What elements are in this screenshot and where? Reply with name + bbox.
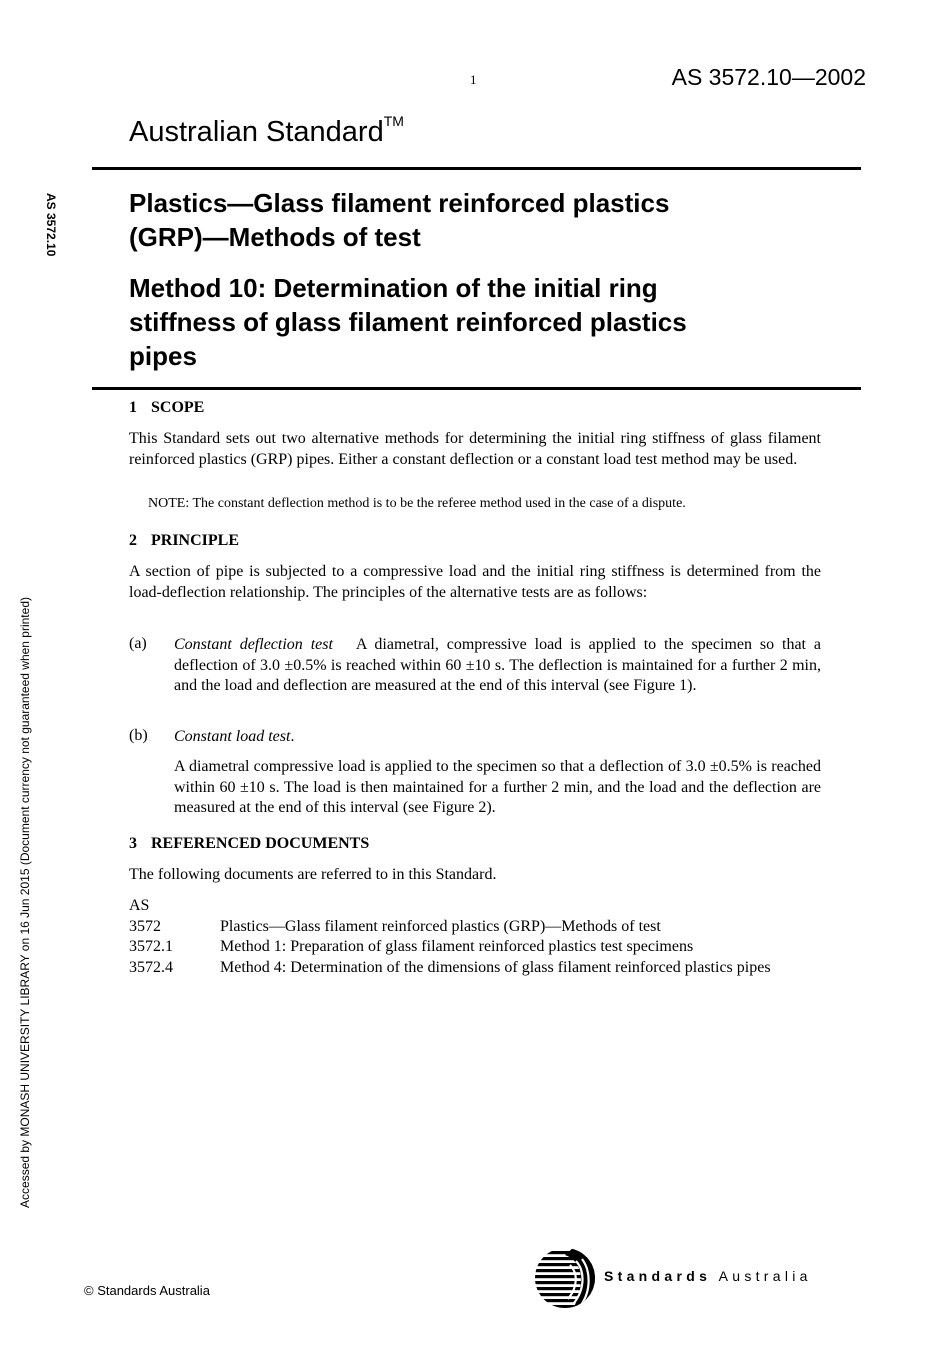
header-divider — [92, 167, 861, 170]
reference-id: 3572.1 — [129, 938, 173, 955]
method-title — [129, 271, 829, 373]
references-heading — [129, 835, 369, 853]
principle-title: PRINCIPLE — [151, 532, 240, 549]
brand-name-regular: Australia — [718, 1268, 812, 1284]
method-title-line-2: stiffness of glass filament reinforced plastics — [129, 307, 687, 337]
references-number: 3 — [129, 835, 137, 852]
scope-body: This Standard sets out two alternative methods for determining the initial ring stiffness of glass filament reinforced plastics (GRP) pipes. Either a constant deflection or a constant load test method may be used. — [129, 430, 821, 468]
reference-group: AS — [129, 897, 150, 914]
reference-list — [129, 896, 771, 978]
title-line-1: Plastics—Glass filament reinforced plastics — [129, 188, 670, 218]
method-title-line-3: pipes — [129, 341, 197, 371]
reference-title: Plastics—Glass filament reinforced plastics (GRP)—Methods of test — [220, 917, 661, 935]
item-b-label: (b) — [129, 727, 148, 744]
copyright: © Standards Australia — [84, 1283, 210, 1298]
brand-name-bold: Standards — [604, 1268, 712, 1284]
principle-number: 2 — [129, 532, 137, 549]
side-access-notice — [18, 597, 44, 1257]
side-document-id — [44, 193, 74, 293]
reference-id: 3572 — [129, 917, 161, 935]
item-a-label: (a) — [129, 635, 147, 652]
title-line-2: (GRP)—Methods of test — [129, 222, 421, 252]
item-b-title: Constant load test — [174, 728, 291, 745]
reference-title: Method 1: Preparation of glass filament reinforced plastics test specimens — [220, 938, 694, 955]
item-b-body: A diametral compressive load is applied to the specimen so that a deflection of 3.0 ±0.5% is reached within 60 ±10 s. The load is then maintained for a further 2 min, and the load and the deflection are measured at the end of this interval (see Figure 2). — [174, 758, 821, 816]
document-title — [129, 186, 829, 254]
reference-row — [129, 937, 771, 958]
principle-body: A section of pipe is subjected to a compressive load and the initial ring stiffness is determined from the load-deflection relationship. The principles of the alternative tests are as follows: — [129, 563, 821, 601]
method-title-line-1: Method 10: Determination of the initial ring — [129, 273, 658, 303]
reference-row — [129, 958, 771, 979]
item-a-title: Constant deflection test — [174, 636, 333, 653]
page-number: 1 — [470, 72, 477, 87]
standards-australia-logo-icon — [534, 1247, 596, 1314]
side-access-notice-text: Accessed by MONASH UNIVERSITY LIBRARY on 16 Jun 2015 (Document currency not guaranteed when printed) — [18, 597, 32, 1208]
side-document-id-text: AS 3572.10 — [44, 193, 58, 257]
references-title: REFERENCED DOCUMENTS — [151, 835, 370, 852]
scope-heading — [129, 399, 204, 417]
reference-id: 3572.4 — [129, 958, 173, 976]
brand-name — [604, 1268, 812, 1284]
scope-number: 1 — [129, 399, 137, 416]
title-divider — [92, 387, 861, 390]
reference-title: Method 4: Determination of the dimensions of glass filament reinforced plastics pipes — [220, 958, 771, 976]
standard-type — [129, 113, 404, 149]
standard-type-text: Australian Standard — [129, 116, 384, 148]
item-b-heading: Constant load test. — [174, 728, 295, 745]
scope-title: SCOPE — [151, 399, 205, 416]
logo-graphic — [534, 1247, 596, 1309]
scope-note: NOTE: The constant deflection method is to be the referee method used in the case of a dispute. — [148, 496, 686, 511]
reference-row — [129, 917, 771, 938]
trademark: TM — [383, 113, 404, 130]
document-number: AS 3572.10—2002 — [671, 64, 866, 90]
item-a-text: A diametral, compressive load is applied to the specimen so that a deflection of 3.0 ±0.5% is reached within 60 ±10 s. The deflection is maintained for a further 2 min, and the load and deflection are measured at the end of this interval (see Figure 1). — [174, 636, 822, 694]
references-intro: The following documents are referred to in this Standard. — [129, 866, 497, 883]
item-a-body — [174, 635, 821, 697]
principle-heading — [129, 532, 239, 550]
